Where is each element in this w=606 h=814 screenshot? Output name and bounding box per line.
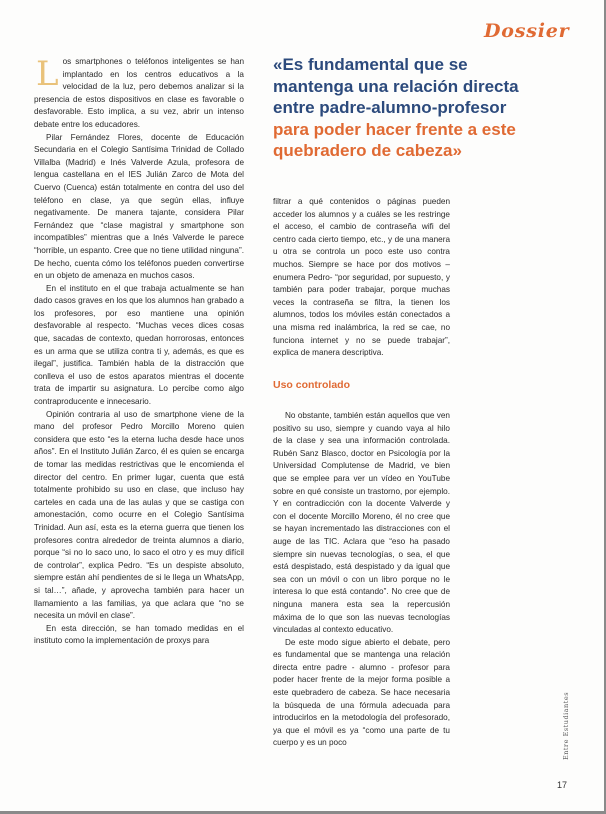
intro-paragraph <box>34 56 244 132</box>
column-left <box>34 56 244 648</box>
subheading: Uso controlado <box>273 379 351 391</box>
pull-quote-part1: «Es fundamental que se mantenga una relación directa entre padre-alumno-profesor <box>273 55 519 117</box>
paragraph: En esta dirección, se han tomado medidas en el instituto como la implementación de proxys para <box>34 623 244 646</box>
paragraph: De este modo sigue abierto el debate, pero es fundamental que se mantenga una relación directa entre padre - alumno - profesor para poder hacer frente de la mejor forma posible a este quebradero de cabeza. Se hace necesaria la búsqueda de una fórmula adecuada para introducirlos en la metodología del profesorado, ya que el móvil es ya “como una parte de tu cuerpo y es un poco <box>273 637 450 748</box>
paragraph: Opinión contraria al uso de smartphone viene de la mano del profesor Pedro Morcillo Moreno quien considera que esto “es la eterna lucha desde hace unos años”. En el Instituto Julián Zarco, él es quien se encarga de tomar las medidas restrictivas que le encomienda el director del centro. En primer lugar, cuenta que está totalmente prohibido su uso en clase, que incluso hay carteles en cada una de las aulas y que se castiga con amonestación, como ocurre en el Colegio Santísima Trinidad. Aun así, esta es la eterna guerra que tienen los profesores contra alrededor de treinta alumnos a diario, porque “si no lo saco uno, lo saco el otro y es muy difícil de controlar”, explica Pedro. “Es un despiste absoluto, siempre están ahí pendientes de si le llega un WhatsApp, si tal…”, añade, y aprovecha también para hacer un llamamiento a las familias, ya que aclara que “no se necesita un móvil en clase”. <box>34 409 244 621</box>
paragraph: No obstante, también están aquellos que ven positivo su uso, siempre y cuando vaya al hilo de la clase y sea una información controlada. Rubén Sanz Blasco, doctor en Psicología por la Universidad Complutense de Madrid, ve bien que se emplee para ver un vídeo en YouTube sobre en qué consiste un trastorno, por ejemplo. Y en contradicción con la docente Valverde y con el docente Morcillo Moreno, él no cree que se hayan incrementado las distracciones con el auge de las TIC. Aclara que “eso ha pasado siempre sin nuevas tecnologías, o sea, el que está despistado, está despistado y da igual que sea con un móvil o con un libro porque no le interesa lo que está contando”. No cree que de ninguna manera esta sea la repercusión máxima de lo que son las nuevas tecnologías vinculadas al contexto educativo. <box>273 411 450 635</box>
drop-cap: L <box>36 54 59 94</box>
pull-quote-highlight: para poder hacer frente a este quebradero de cabeza» <box>273 119 516 160</box>
publication-label: Entre Estudiantes <box>562 691 570 760</box>
pull-quote <box>273 54 535 162</box>
intro-text: os smartphones o teléfonos inteligentes se han implantado en los centros educativos a la velocidad de la luz, pero debemos analizar si la presencia de estos dispositivos en clase es favorable o desfavorable. Esto implica, a su vez, abrir un intenso debate entre los educadores. <box>34 57 244 129</box>
paragraph: Pilar Fernández Flores, docente de Educación Secundaria en el Colegio Santísima Trinidad de Collado Villalba (Madrid) e Inés Valverde Azula, profesora de lengua castellana en el IES Julián Zarco de Mota del Cuervo (Cuenca) están totalmente en contra del uso del teléfono en clase, ya que según ellas, influye negativamente. De manera tajante, considera Pilar Fernández que “clase magistral y smartphone son incompatibles” mientras que a Inés Valverde le parece “horrible, un espanto. Cree que no tiene utilidad ninguna”. De hecho, cuenta cómo los teléfonos pueden convertirse en un objeto de amenaza en muchos casos. <box>34 132 244 281</box>
column-right-bottom <box>273 410 450 750</box>
page-number: 17 <box>557 780 568 790</box>
paragraph: filtrar a qué contenidos o páginas pueden acceder los alumnos y a cuáles se les restringe el acceso, el cambio de contraseña wifi del centro cada cierto tiempo, etc., y de una manera u otra se controla un poco este uso contra muchos. Siempre se hace por dos motivos –enumera Pedro- “por seguridad, por supuesto, y también para poder trabajar, porque muchas veces la contraseña se filtra, la tienen los alumnos, todos los móviles están conectados a una misma red inalámbrica, la red se cae, no funciona internet y no se puede trabajar”, explica de manera descriptiva. <box>273 197 450 358</box>
section-title: Dossier <box>484 20 570 42</box>
paragraph: En el instituto en el que trabaja actualmente se han dado casos graves en los que los alumnos han grabado a los profesores, por eso mantiene una opinión desfavorable al respecto. “Muchas veces dices cosas que, sacadas de contexto, quedan horrorosas, entonces es un arma que se utiliza contra ti y, además, es que es ilegal”, justifica. También habla de la distracción que conlleva el uso de estos aparatos mientras el docente trata de impartir su asignatura. Lo percibe como algo contraproducente e innecesario. <box>34 283 244 407</box>
column-right-top <box>273 196 450 360</box>
